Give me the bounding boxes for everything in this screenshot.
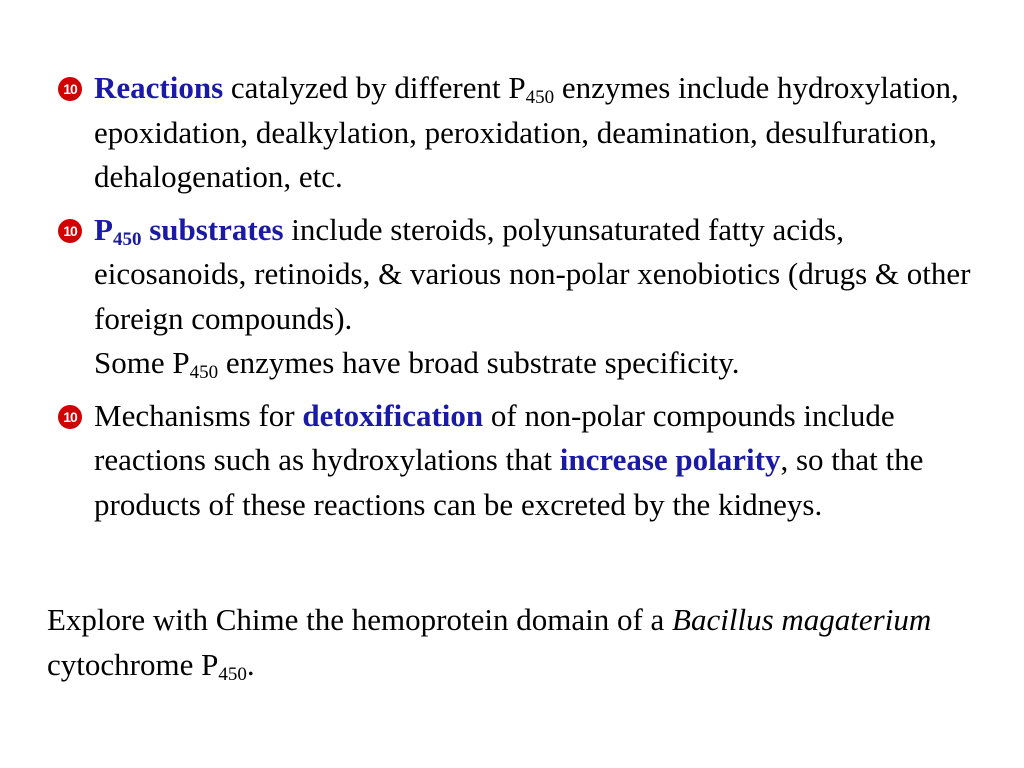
footer-note xyxy=(47,597,987,687)
bullet-text: enzymes include hydroxylation, epoxidation, dealkylation, peroxidation, deamination, desulfuration, dehalogenation, etc. xyxy=(94,70,959,194)
bullet-text: include steroids, polyunsaturated fatty acids, eicosanoids, retinoids, & various non-polar xenobiotics (drugs & other foreign compounds). xyxy=(94,211,971,336)
bullet-reactions xyxy=(58,66,988,200)
term-p450-substrates xyxy=(94,211,284,250)
bullet-marker-icon: 10 xyxy=(58,405,82,429)
term-increase-polarity: increase polarity xyxy=(559,442,781,477)
bullet-text: Mechanisms for xyxy=(94,397,303,433)
term-detoxification: detoxification xyxy=(302,397,484,433)
footer-text: Explore with Chime the hemoprotein domain of a xyxy=(47,602,673,637)
term-p: P xyxy=(94,211,113,247)
bullet-text: catalyzed by different P xyxy=(223,70,526,105)
bullet-marker-icon: 10 xyxy=(58,219,82,243)
term-reactions: Reactions xyxy=(94,70,224,105)
species-name: Bacillus magaterium xyxy=(672,602,932,637)
bullet-marker-icon: 10 xyxy=(58,77,82,101)
subscript-450: 450 xyxy=(218,664,247,685)
bullet-text: , so that the products of these reactions can be excreted by the kidneys. xyxy=(94,442,924,522)
term-substrates: substrates xyxy=(141,211,284,247)
bullet-text: enzymes have broad substrate specificity. xyxy=(218,345,740,380)
footer-text: cytochrome P xyxy=(47,647,219,682)
bullet-mechanisms xyxy=(58,394,988,528)
bullet-text-line2: Some P xyxy=(94,345,190,380)
bullet-list xyxy=(58,66,988,535)
subscript-450: 450 xyxy=(189,362,219,383)
subscript-450: 450 xyxy=(112,228,142,250)
subscript-450: 450 xyxy=(525,87,555,108)
bullet-text: of non-polar compounds include reactions such as hydroxylations that xyxy=(94,397,895,477)
bullet-substrates xyxy=(58,208,988,386)
footer-text: . xyxy=(246,647,255,682)
